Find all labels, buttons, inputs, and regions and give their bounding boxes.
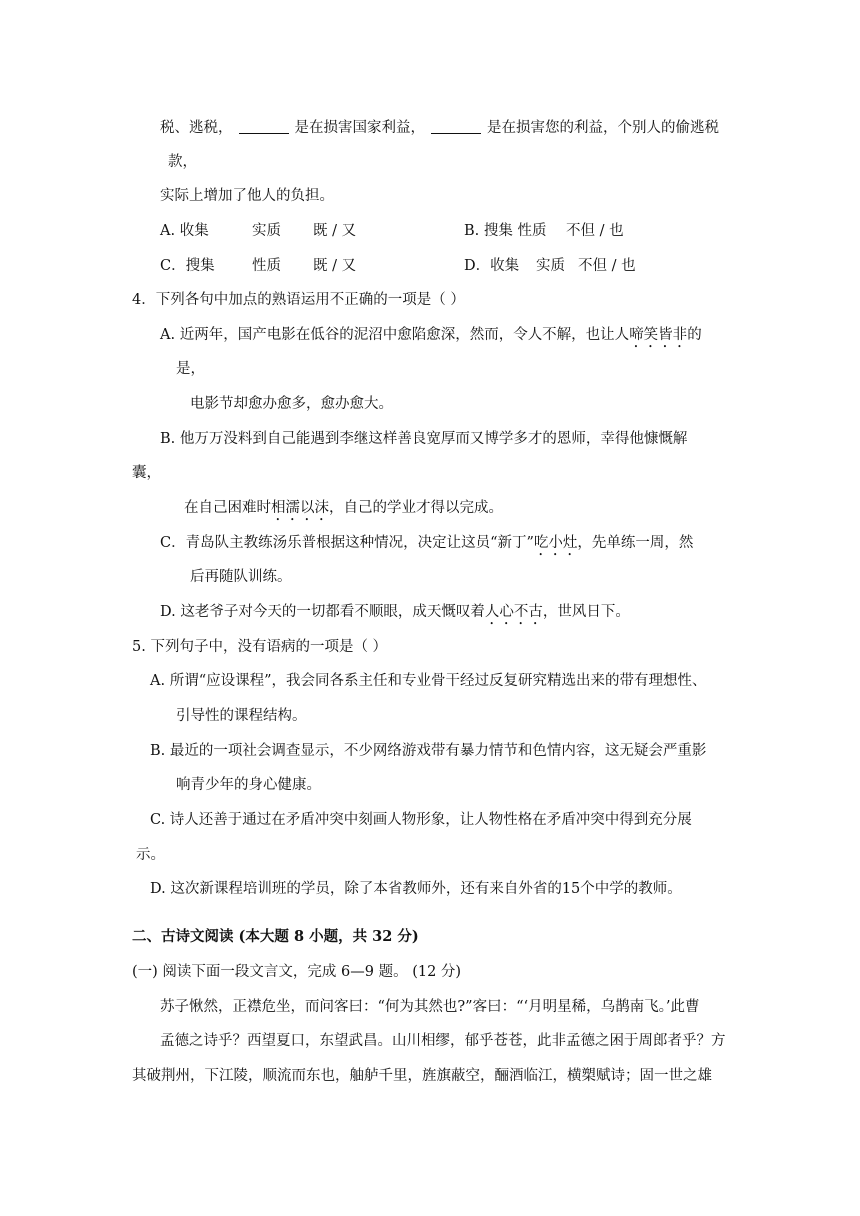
dotted-idiom: 吃小灶 <box>533 535 578 551</box>
q4-option-a-line1 <box>160 325 702 351</box>
option-text: 性质 <box>252 258 281 274</box>
option-text: C．搜集 <box>160 258 215 274</box>
option-text: D. 这老爷子对今天的一切都看不顺眼，成天慨叹着 <box>160 604 485 620</box>
q5-option-c-line1: C. 诗人还善于通过在矛盾冲突中刻画人物形象，让人物性格在矛盾冲突中得到充分展 <box>150 812 692 828</box>
q3-line1 <box>160 118 719 138</box>
q4-option-b-line1: B. 他万万没料到自己能遇到李继这样善良宽厚而又博学多才的恩师，幸得他慷慨解 <box>160 431 688 447</box>
q4-option-a-line2: 是， <box>176 361 205 377</box>
q5-option-a-line2: 引导性的课程结构。 <box>176 708 307 724</box>
option-text: 在自己困难时 <box>184 500 271 516</box>
option-text: 既 / 又 <box>313 258 357 274</box>
section-heading: 二、古诗文阅读 (本大题 8 小题，共 32 分) <box>132 928 419 945</box>
option-text: ，先单练一周，然 <box>577 535 694 551</box>
q4-option-b-line2: 囊， <box>132 465 161 481</box>
answer-blank <box>239 119 289 134</box>
option-text: ，世风日下。 <box>542 604 630 620</box>
q5-option-c-line2: 示。 <box>136 847 165 863</box>
q5-stem: 5. 下列句子中，没有语病的一项是（ ） <box>132 639 388 655</box>
option-text: 的 <box>687 327 702 343</box>
option-text: A. 近两年，国产电影在低谷的泥沼中愈陷愈深，然而，令人不解，也让人 <box>160 327 630 343</box>
q3-text: 税、逃税， <box>160 120 233 136</box>
q4-stem: 4．下列各句中加点的熟语运用不正确的一项是（ ） <box>132 292 465 308</box>
q3-line3: 实际上增加了他人的负担。 <box>160 188 334 204</box>
option-text: 不但 / 也 <box>566 223 624 239</box>
q5-option-d-line1: D. 这次新课程培训班的学员，除了本省教师外，还有来自外省的15个中学的教师。 <box>150 881 682 897</box>
q3-text: 是在损害国家利益， <box>294 120 425 136</box>
q4-option-c-line1 <box>160 533 693 559</box>
q5-option-a-line1: A. 所谓“应设课程”，我会同各系主任和专业骨干经过反复研究精选出来的带有理想性、 <box>150 673 707 689</box>
dotted-idiom: 相濡以沫 <box>271 500 329 516</box>
q4-option-c-line2: 后再随队训练。 <box>190 569 292 585</box>
passage-line3: 其破荆州，下江陵，顺流而东也，舳舻千里，旌旗蔽空，酾酒临江，横槊赋诗；固一世之雄 <box>132 1068 712 1084</box>
option-text: 既 / 又 <box>313 223 357 239</box>
option-text: 实质 <box>536 258 565 274</box>
option-text: ，自己的学业才得以完成。 <box>329 500 503 516</box>
answer-blank <box>431 119 481 134</box>
option-text: D．收集 <box>464 258 520 274</box>
option-text: 不但 / 也 <box>578 258 636 274</box>
q3-option-a <box>160 221 356 241</box>
q3-text: 是在损害您的利益，个别人的偷逃税 <box>487 120 719 136</box>
q5-option-b-line1: B. 最近的一项社会调查显示，不少网络游戏带有暴力情节和色情内容，这无疑会严重影 <box>150 743 707 759</box>
dotted-idiom: 人心不古 <box>484 604 543 620</box>
q3-line2: 款， <box>168 154 197 170</box>
option-text: C．青岛队主教练汤乐普根据这种情况，决定让这员“新丁” <box>160 535 534 551</box>
q3-option-d <box>464 256 636 276</box>
option-text: A. 收集 <box>160 223 209 239</box>
passage-line1: 苏子愀然，正襟危坐，而问客曰：“何为其然也?”客曰：“‘月明星稀，乌鹊南飞。’此曹 <box>160 999 700 1015</box>
option-text: 实质 <box>252 223 281 239</box>
q4-option-a-line3: 电影节却愈办愈多，愈办愈大。 <box>190 396 393 412</box>
subsection-heading: (一) 阅读下面一段文言文，完成 6—9 题。 (12 分) <box>132 964 462 980</box>
q4-option-b-line3 <box>184 498 503 524</box>
dotted-idiom: 啼笑皆非 <box>629 327 688 343</box>
q3-option-c <box>160 256 356 276</box>
q3-option-b <box>464 221 624 241</box>
option-text: B. 搜集 性质 <box>464 223 547 239</box>
passage-line2: 孟德之诗乎？西望夏口，东望武昌。山川相缪，郁乎苍苍，此非孟德之困于周郎者乎？方 <box>160 1033 726 1049</box>
q4-option-d-line1 <box>160 602 630 628</box>
q5-option-b-line2: 响青少年的身心健康。 <box>176 777 321 793</box>
